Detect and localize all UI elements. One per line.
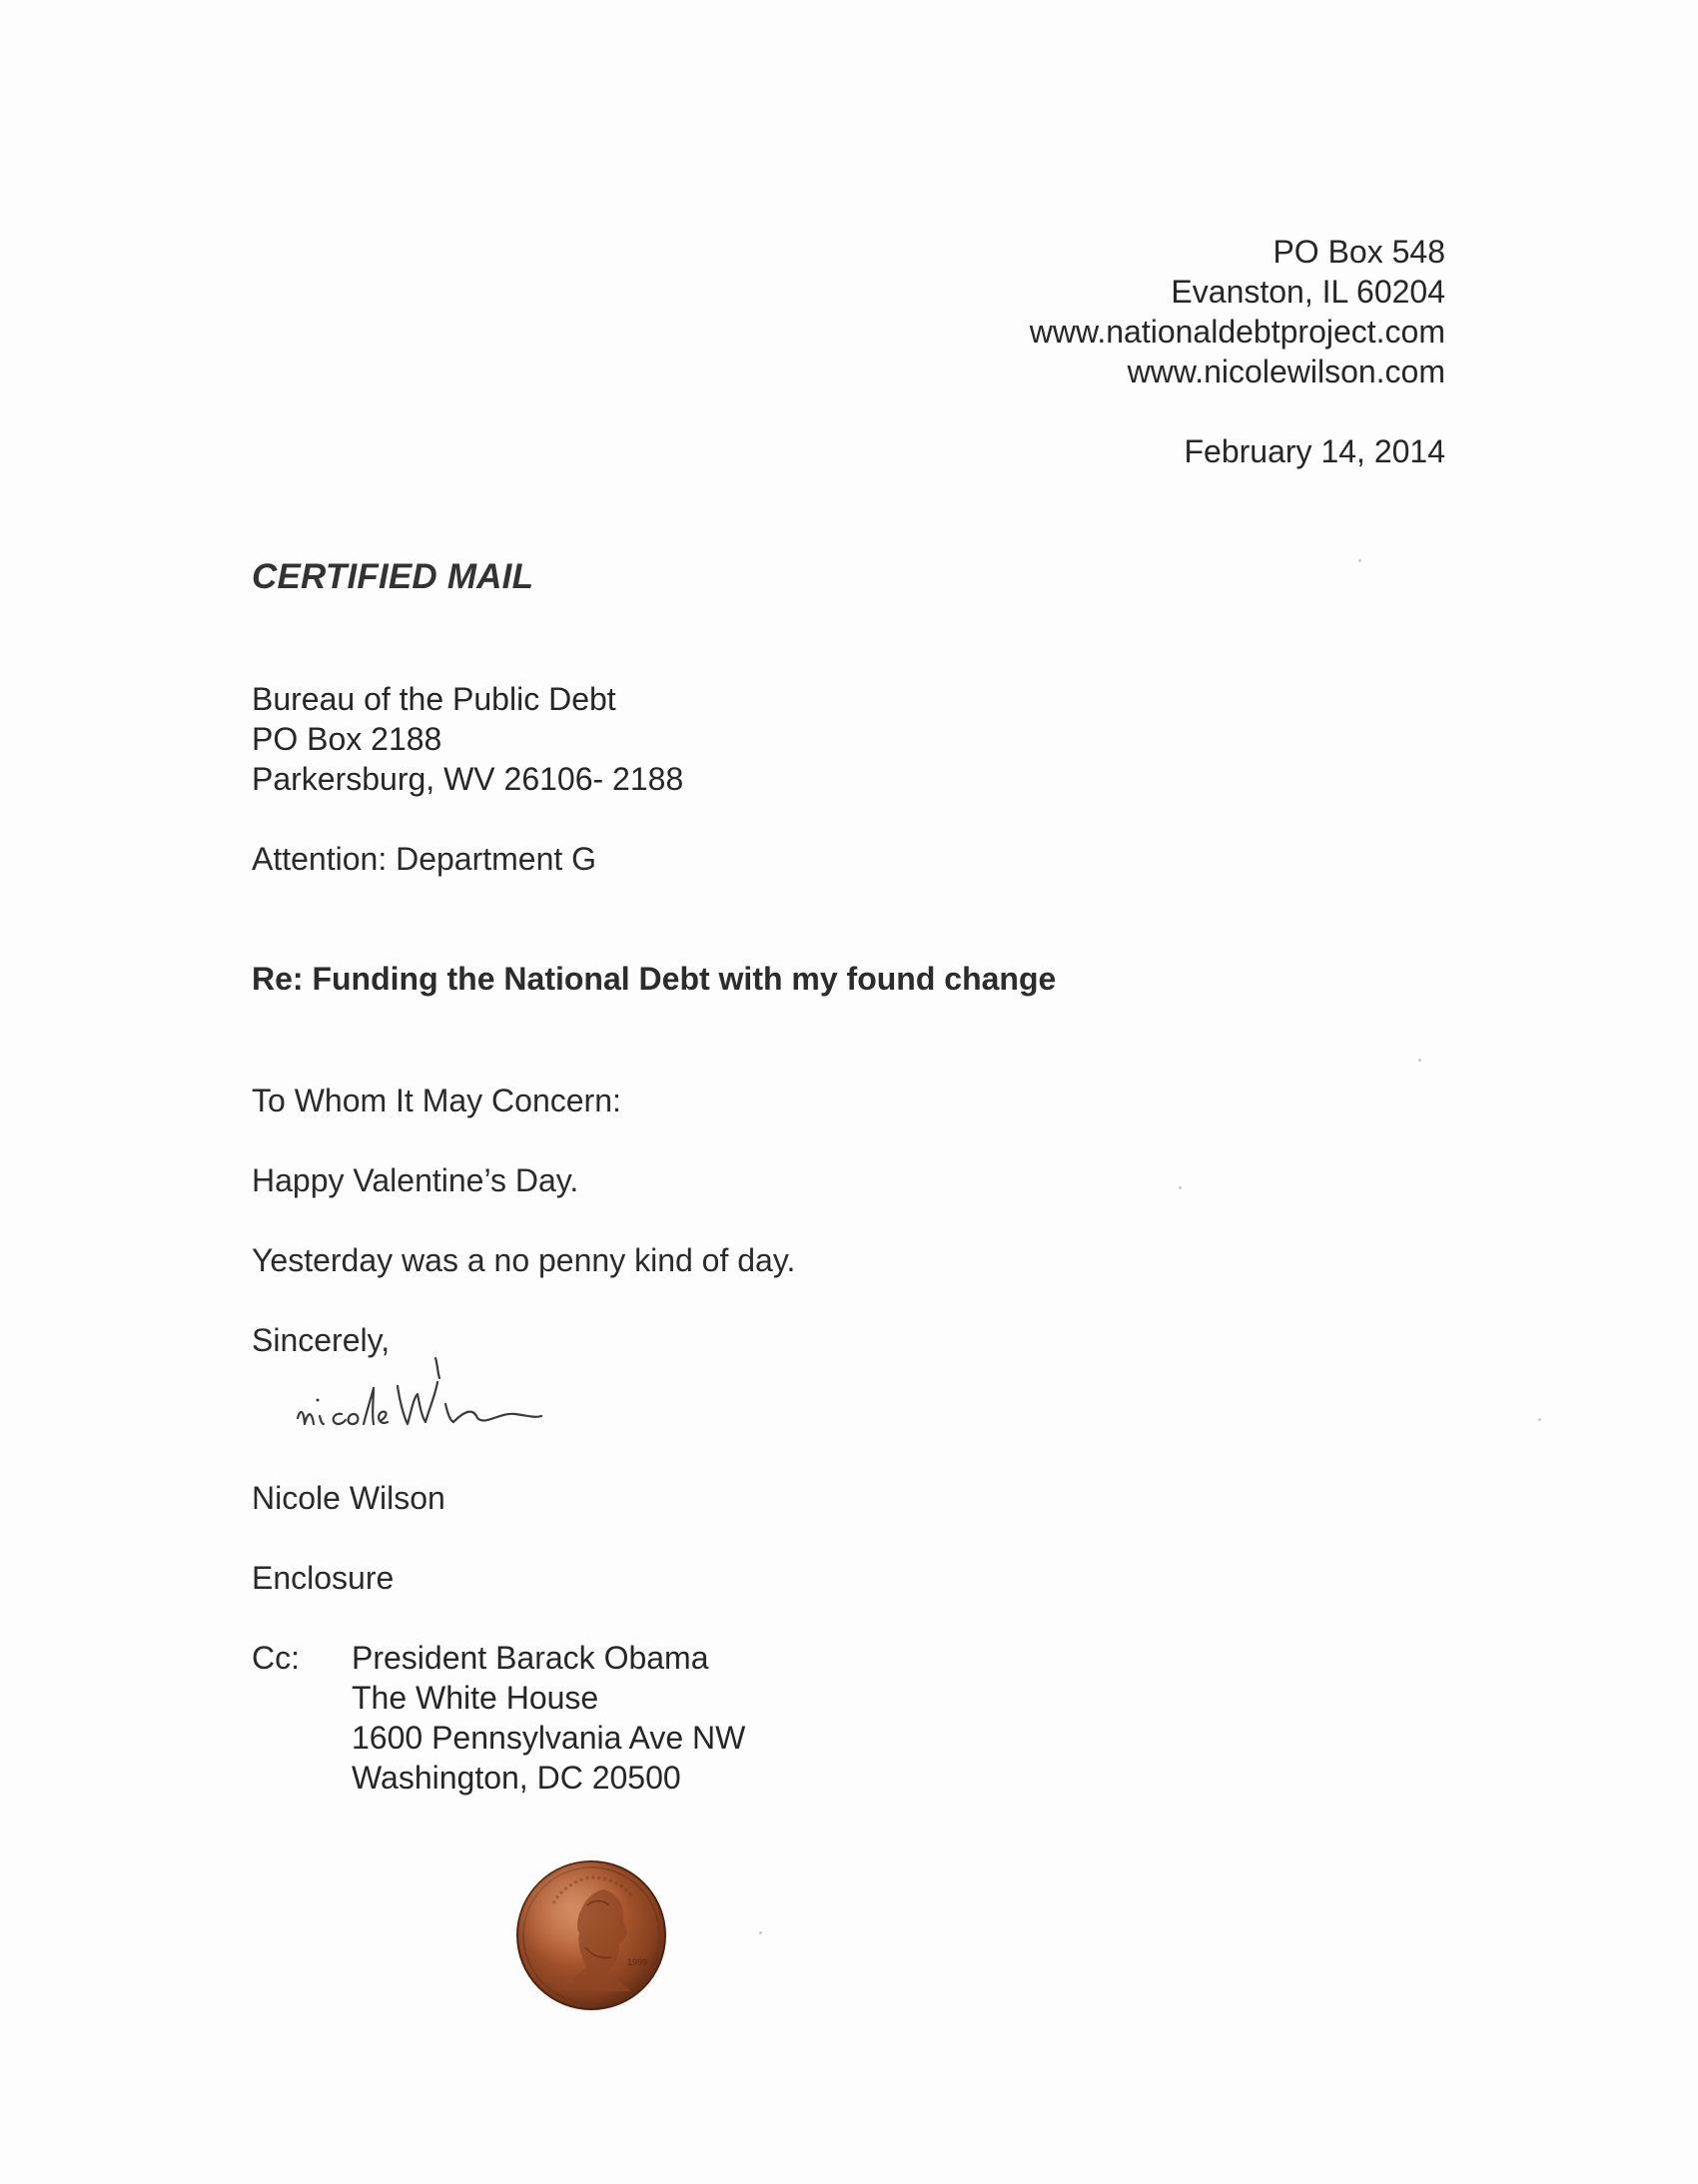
subject-line: Re: Funding the National Debt with my found change bbox=[252, 961, 1057, 997]
cc-street: 1600 Pennsylvania Ave NW bbox=[352, 1720, 746, 1756]
return-address bbox=[1030, 232, 1445, 391]
recipient-address bbox=[252, 679, 683, 799]
scan-speck bbox=[1179, 1186, 1182, 1189]
closing: Sincerely, bbox=[252, 1322, 391, 1358]
return-address-city: Evanston, IL 60204 bbox=[1171, 274, 1445, 310]
scan-speck bbox=[1418, 1059, 1421, 1062]
return-address-website-2: www.nicolewilson.com bbox=[1127, 354, 1445, 389]
cc-label: Cc: bbox=[252, 1640, 300, 1676]
enclosure-note: Enclosure bbox=[252, 1560, 395, 1596]
recipient-city: Parkersburg, WV 26106- 2188 bbox=[252, 761, 684, 797]
certified-mail-heading: CERTIFIED MAIL bbox=[252, 557, 534, 596]
cc-recipient bbox=[352, 1638, 745, 1798]
letter-date: February 14, 2014 bbox=[1184, 433, 1445, 469]
scan-speck bbox=[759, 1931, 762, 1934]
return-address-po-box: PO Box 548 bbox=[1273, 234, 1445, 270]
body-paragraph-2: Yesterday was a no penny kind of day. bbox=[252, 1242, 796, 1278]
signer-name: Nicole Wilson bbox=[252, 1480, 445, 1516]
cc-organization: The White House bbox=[352, 1680, 599, 1716]
penny-year: 1999 bbox=[627, 1957, 648, 1967]
attention-line: Attention: Department G bbox=[252, 841, 597, 877]
penny-coin-image bbox=[515, 1859, 667, 2011]
recipient-po-box: PO Box 2188 bbox=[252, 721, 442, 757]
recipient-name: Bureau of the Public Debt bbox=[252, 681, 616, 717]
scan-speck bbox=[1358, 559, 1361, 562]
cc-name: President Barack Obama bbox=[352, 1640, 709, 1676]
return-address-website-1: www.nationaldebtproject.com bbox=[1029, 314, 1445, 350]
cc-city: Washington, DC 20500 bbox=[352, 1760, 681, 1796]
body-paragraph-1: Happy Valentine’s Day. bbox=[252, 1162, 579, 1198]
scan-speck bbox=[1538, 1418, 1541, 1421]
salutation: To Whom It May Concern: bbox=[252, 1083, 621, 1118]
handwritten-signature bbox=[290, 1338, 619, 1458]
